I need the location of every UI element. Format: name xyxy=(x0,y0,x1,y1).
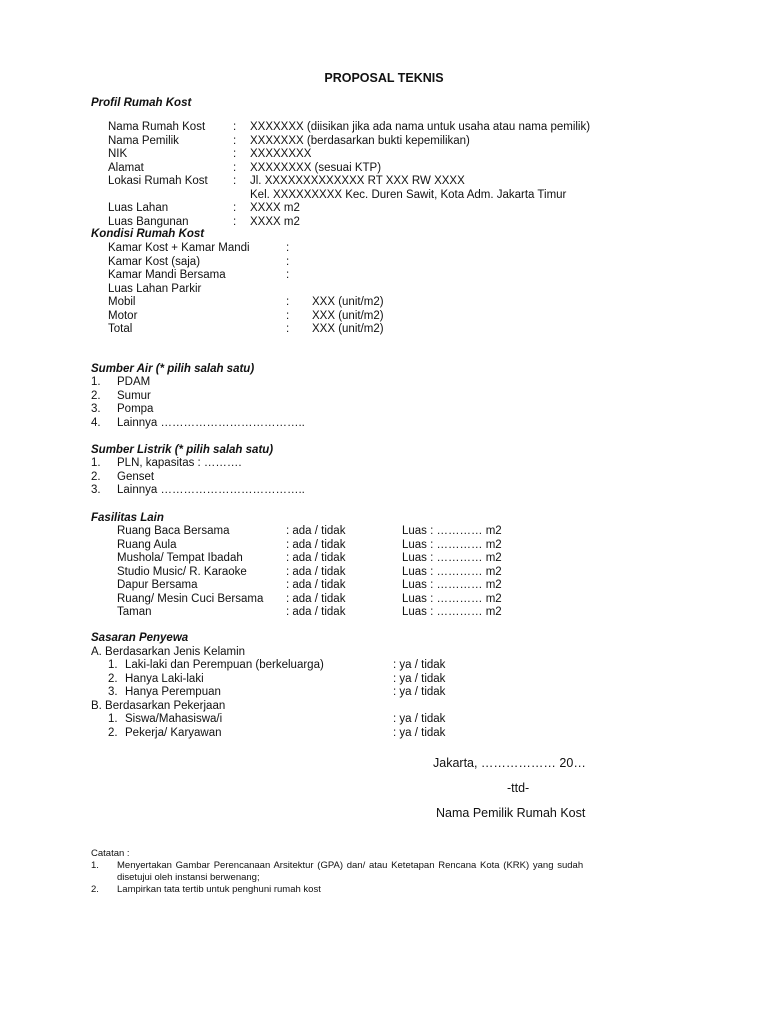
facility-name: Mushola/ Tempat Ibadah xyxy=(117,552,243,564)
item-number: 1. xyxy=(108,713,118,725)
item-number: 1. xyxy=(91,457,101,469)
field-separator: : xyxy=(286,323,290,335)
field-label: Nama Pemilik xyxy=(108,134,179,147)
item-text: Lainnya ……………………………….. xyxy=(117,416,305,429)
note-text-line1: Lampirkan tata tertib untuk penghuni rumah kost xyxy=(117,884,321,895)
catatan-label: Catatan : xyxy=(91,848,130,859)
field-label: Motor xyxy=(108,309,138,322)
note-text-line2: disetujui oleh instansi berwenang; xyxy=(117,872,260,883)
field-label: NIK xyxy=(108,148,128,160)
facility-name: Ruang Baca Bersama xyxy=(117,525,230,537)
item-number: 3. xyxy=(91,403,101,415)
item-number: 4. xyxy=(91,416,101,429)
facility-status: : ada / tidak xyxy=(286,538,346,551)
item-text: Siswa/Mahasiswa/i xyxy=(125,713,223,725)
field-label: Luas Bangunan xyxy=(108,215,189,228)
facility-luas: Luas : ………… m2 xyxy=(402,565,502,578)
sasaran-heading: Sasaran Penyewa xyxy=(91,632,189,644)
page-title: PROPOSAL TEKNIS xyxy=(324,71,444,85)
field-label: Total xyxy=(108,323,133,335)
field-value: XXXX m2 xyxy=(250,215,300,228)
field-value: Kel. XXXXXXXXX Kec. Duren Sawit, Kota Adm. Jakarta Timur xyxy=(250,188,567,201)
group-a-label: A. Berdasarkan Jenis Kelamin xyxy=(91,645,246,658)
item-number: 3. xyxy=(108,686,118,698)
field-separator: : xyxy=(286,309,290,322)
facility-status: : ada / tidak xyxy=(286,592,346,605)
facility-luas: Luas : ………… m2 xyxy=(402,592,502,605)
item-number: 2. xyxy=(91,389,101,402)
item-answer: : ya / tidak xyxy=(393,686,446,698)
item-answer: : ya / tidak xyxy=(393,713,446,725)
item-text: Hanya Laki-laki xyxy=(125,672,204,685)
field-separator: : xyxy=(233,121,237,133)
item-number: 1. xyxy=(91,860,99,871)
field-value: XXXXXXXX (sesuai KTP) xyxy=(250,161,382,174)
field-value: XXX (unit/m2) xyxy=(312,323,384,335)
field-separator: : xyxy=(233,134,237,147)
field-label: Lokasi Rumah Kost xyxy=(108,175,208,187)
field-separator: : xyxy=(286,255,290,268)
field-separator: : xyxy=(233,175,237,187)
facility-luas: Luas : ………… m2 xyxy=(402,538,502,551)
facility-luas: Luas : ………… m2 xyxy=(402,606,502,618)
item-text: Laki-laki dan Perempuan (berkeluarga) xyxy=(125,659,324,671)
field-separator: : xyxy=(233,148,237,160)
profil-heading: Profil Rumah Kost xyxy=(91,97,192,109)
sumber-listrik-heading: Sumber Listrik (* pilih salah satu) xyxy=(91,444,274,456)
item-number: 1. xyxy=(91,376,101,388)
item-text: Genset xyxy=(117,470,155,483)
field-value: XXX (unit/m2) xyxy=(312,296,384,308)
field-value: XXXX m2 xyxy=(250,202,300,214)
facility-name: Dapur Bersama xyxy=(117,579,198,591)
item-text: PDAM xyxy=(117,376,151,388)
signatory-name: Nama Pemilik Rumah Kost xyxy=(436,806,586,820)
item-number: 2. xyxy=(108,672,118,685)
facility-luas: Luas : ………… m2 xyxy=(402,579,502,591)
field-value: Jl. XXXXXXXXXXXXX RT XXX RW XXXX xyxy=(250,175,465,187)
field-separator: : xyxy=(233,202,237,214)
field-label: Nama Rumah Kost xyxy=(108,121,206,133)
facility-status: : ada / tidak xyxy=(286,525,346,537)
item-answer: : ya / tidak xyxy=(393,659,446,671)
field-separator: : xyxy=(233,215,237,228)
field-separator: : xyxy=(286,269,290,281)
facility-status: : ada / tidak xyxy=(286,606,346,618)
fasilitas-heading: Fasilitas Lain xyxy=(91,512,164,524)
item-number: 2. xyxy=(91,470,101,483)
facility-status: : ada / tidak xyxy=(286,565,346,578)
ttd-mark: -ttd- xyxy=(507,781,530,795)
item-text: Sumur xyxy=(117,389,151,402)
field-value: XXXXXXX (diisikan jika ada nama untuk usaha atau nama pemilik) xyxy=(250,121,591,133)
facility-status: : ada / tidak xyxy=(286,552,346,564)
facility-luas: Luas : ………… m2 xyxy=(402,552,502,564)
field-separator: : xyxy=(233,161,237,174)
facility-name: Ruang/ Mesin Cuci Bersama xyxy=(117,592,264,605)
item-number: 2. xyxy=(91,884,99,895)
field-value: XXXXXXXX xyxy=(250,148,312,160)
item-text: Pompa xyxy=(117,403,154,415)
facility-status: : ada / tidak xyxy=(286,579,346,591)
item-answer: : ya / tidak xyxy=(393,672,446,685)
field-label: Mobil xyxy=(108,296,136,308)
field-label: Kamar Kost (saja) xyxy=(108,255,201,268)
place-date: Jakarta, ……………… 20… xyxy=(433,756,586,770)
facility-name: Ruang Aula xyxy=(117,538,177,551)
note-text-line1: Menyertakan Gambar Perencanaan Arsitektur (GPA) dan/ atau Ketetapan Rencana Kota (KRK) yang sudah xyxy=(117,860,584,871)
item-text: Pekerja/ Karyawan xyxy=(125,726,222,739)
item-text: Hanya Perempuan xyxy=(125,686,221,698)
item-answer: : ya / tidak xyxy=(393,726,446,739)
field-separator: : xyxy=(286,296,290,308)
item-number: 3. xyxy=(91,484,101,496)
facility-name: Studio Music/ R. Karaoke xyxy=(117,565,247,578)
field-separator: : xyxy=(286,242,290,254)
group-b-label: B. Berdasarkan Pekerjaan xyxy=(91,699,226,712)
item-number: 2. xyxy=(108,726,118,739)
field-label: Alamat xyxy=(108,161,144,174)
facility-name: Taman xyxy=(117,606,152,618)
item-number: 1. xyxy=(108,659,118,671)
field-label: Luas Lahan Parkir xyxy=(108,282,202,295)
field-label: Luas Lahan xyxy=(108,202,169,214)
field-value: XXX (unit/m2) xyxy=(312,309,384,322)
facility-luas: Luas : ………… m2 xyxy=(402,525,502,537)
item-text: PLN, kapasitas : ………. xyxy=(117,457,242,469)
sumber-air-heading: Sumber Air (* pilih salah satu) xyxy=(91,363,255,375)
field-label: Kamar Mandi Bersama xyxy=(108,269,226,281)
item-text: Lainnya ……………………………….. xyxy=(117,484,305,496)
field-label: Kamar Kost + Kamar Mandi xyxy=(108,242,250,254)
kondisi-heading: Kondisi Rumah Kost xyxy=(91,228,205,240)
field-value: XXXXXXX (berdasarkan bukti kepemilikan) xyxy=(250,134,470,147)
